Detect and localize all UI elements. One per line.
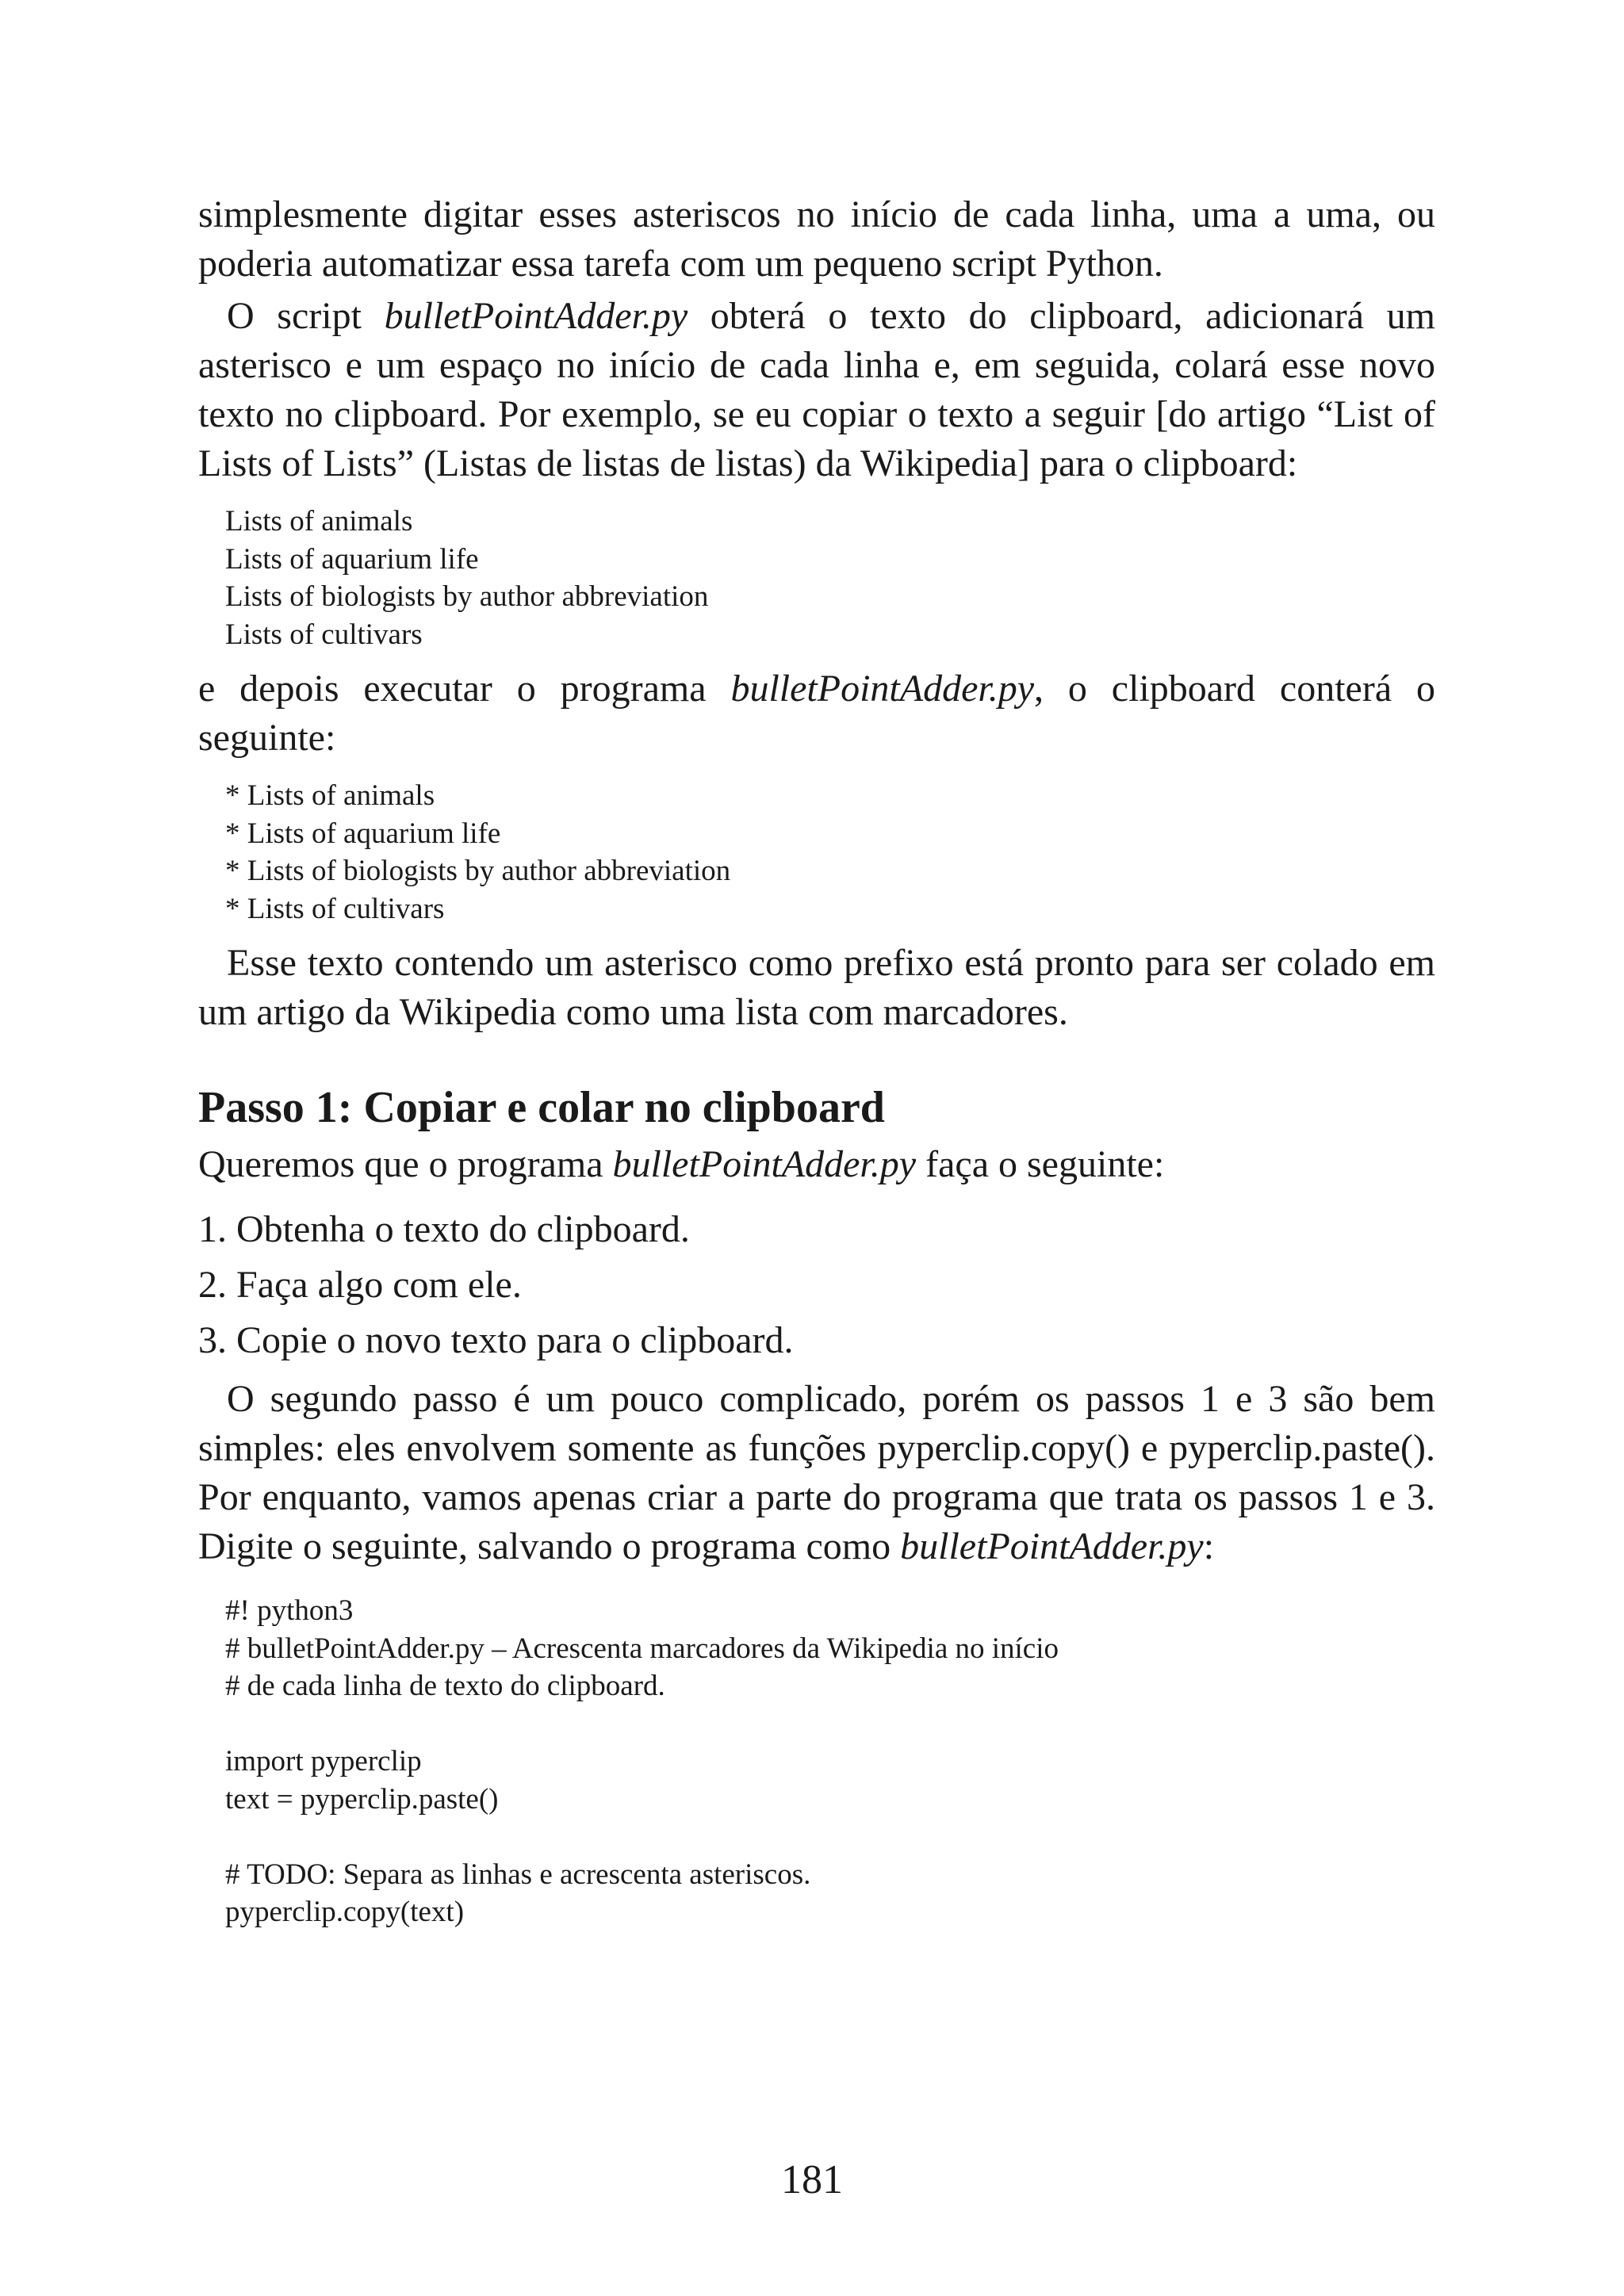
code-line bbox=[225, 1818, 1435, 1856]
example-line: Lists of aquarium life bbox=[225, 542, 479, 576]
example-line: Lists of cultivars bbox=[225, 618, 423, 651]
code-line: #! python3 bbox=[225, 1594, 354, 1627]
paragraph-text: obterá o texto do clipboard, adicionará um asterisco e um espaço no início de cada linha e, em seguida, colará esse novo texto no clipboard. Por exemplo, se eu copiar o texto a seguir [do artigo “List of Lists of Lists” (Listas de listas de listas) da Wikipedia] para o clipboard: bbox=[198, 295, 1435, 484]
paragraph-prefix-ready: Esse texto contendo um asterisco como prefixo está pronto para ser colado em um artigo da Wikipedia como uma lista com marcadores. bbox=[198, 942, 1435, 1033]
example-line: * Lists of aquarium life bbox=[225, 817, 501, 850]
example-line: Lists of animals bbox=[225, 505, 413, 538]
paragraph-text: e depois executar o programa bbox=[198, 668, 731, 710]
example-line: * Lists of biologists by author abbreviation bbox=[225, 855, 731, 887]
step-item: 2. Faça algo com ele. bbox=[198, 1264, 522, 1306]
code-line: text = pyperclip.paste() bbox=[225, 1782, 499, 1816]
code-line: # bulletPointAdder.py – Acrescenta marcadores da Wikipedia no início bbox=[225, 1632, 1059, 1665]
code-line: import pyperclip bbox=[225, 1745, 422, 1777]
paragraph-requirements bbox=[198, 1140, 1435, 1189]
code-line: pyperclip.copy(text) bbox=[225, 1896, 465, 1928]
example-line: * Lists of cultivars bbox=[225, 892, 445, 925]
script-filename: bulletPointAdder.py bbox=[384, 295, 688, 337]
script-filename: bulletPointAdder.py bbox=[612, 1143, 917, 1185]
example-output-list bbox=[225, 777, 1435, 928]
section-heading: Passo 1: Copiar e colar no clipboard bbox=[198, 1083, 885, 1132]
paragraph-step-explanation bbox=[198, 1375, 1435, 1571]
paragraph-script-description bbox=[198, 292, 1435, 488]
paragraph-text: O segundo passo é um pouco complicado, porém os passos 1 e 3 são bem simples: eles envolvem somente as funções pyperclip.copy() e pyperclip.paste(). Por enquanto, vamos apenas criar a parte do programa que trata os passos 1 e 3. Digite o seguinte, salvando o programa como bbox=[198, 1378, 1435, 1567]
paragraph-text: O script bbox=[227, 295, 385, 337]
code-listing bbox=[225, 1592, 1435, 1931]
code-line: # TODO: Separa as linhas e acrescenta asteriscos. bbox=[225, 1858, 811, 1891]
paragraph-intro: simplesmente digitar esses asteriscos no início de cada linha, uma a uma, ou poderia automatizar essa tarefa com um pequeno script Python. bbox=[198, 193, 1435, 285]
page-content bbox=[198, 190, 1435, 1942]
paragraph-text: faça o seguinte: bbox=[916, 1143, 1165, 1185]
paragraph-after-run bbox=[198, 664, 1435, 763]
script-filename: bulletPointAdder.py bbox=[900, 1525, 1204, 1567]
code-line bbox=[225, 1705, 1435, 1743]
step-item: 3. Copie o novo texto para o clipboard. bbox=[198, 1319, 794, 1361]
paragraph-text: Queremos que o programa bbox=[198, 1143, 613, 1185]
paragraph-text: : bbox=[1203, 1525, 1215, 1567]
example-input-list bbox=[225, 503, 1435, 653]
example-line: Lists of biologists by author abbreviation bbox=[225, 580, 709, 613]
page-number: 181 bbox=[781, 2157, 843, 2202]
code-line: # de cada linha de texto do clipboard. bbox=[225, 1670, 665, 1702]
steps-list bbox=[198, 1202, 1435, 1368]
paragraph-text: , o clipboard conterá o seguinte: bbox=[198, 668, 1436, 759]
script-filename: bulletPointAdder.py bbox=[730, 668, 1035, 710]
example-line: * Lists of animals bbox=[225, 779, 435, 812]
step-item: 1. Obtenha o texto do clipboard. bbox=[198, 1208, 690, 1250]
